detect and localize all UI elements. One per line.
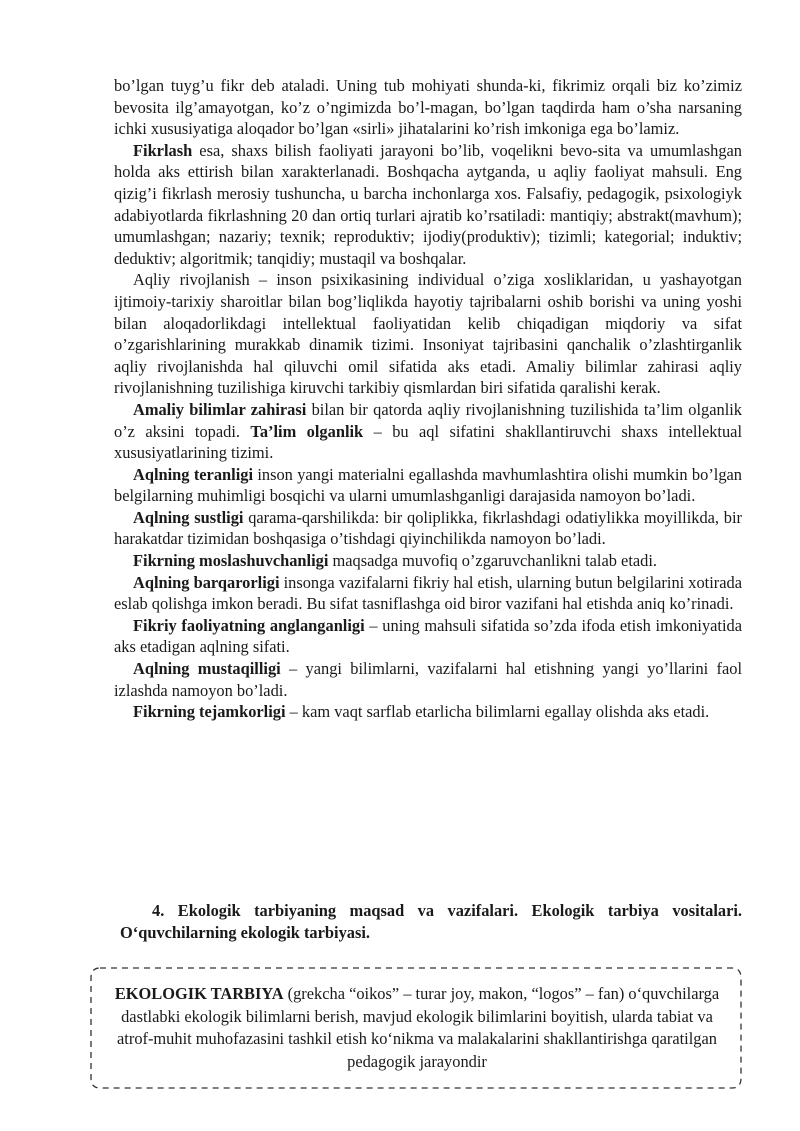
paragraph-text: – yangi bilimlarni, vazifalarni hal etishning yangi yo’llarini faol izlashda namoyon bo’ladi. bbox=[114, 659, 743, 700]
paragraph-text: bilan bir qatorda aqliy rivojlanishning tuzilishida ta’lim olganlik o’z aksini topadi. bbox=[114, 399, 742, 441]
paragraph-text: maqsadga muvofiq o’zgaruvchanlikni talab etadi. bbox=[328, 551, 658, 571]
term-talim-olganlik: Ta’lim olganlik bbox=[250, 421, 364, 441]
definition-body: (grekcha “oikos” – turar joy, makon, “logos” – fan) o‘quvchilarga dastlabki ekologik bilimlarni berish, mavjud ekologik bilimlarini boyitish, ularda tabiat va atrof-muhit muhofazasini tashkil etish ko‘nikma va malakalarini shakllantirishga qaratilgan pedagogik jarayondir bbox=[117, 984, 720, 1071]
paragraph-text: – bu aql sifatini shakllantiruvchi shaxs intellektual xususiyatlarining tizimi. bbox=[114, 421, 743, 463]
definition-term: EKOLOGIK TARBIYA bbox=[114, 984, 284, 1003]
body-text bbox=[114, 75, 742, 723]
paragraph-text: – kam vaqt sarflab etarlicha bilimlarni egallay olishda aks etadi. bbox=[285, 702, 710, 722]
paragraph-text: – uning mahsuli sifatida so’zda ifoda etish imkoniyatida aks etadigan aqlning sifati. bbox=[114, 615, 743, 657]
definition-text bbox=[110, 983, 724, 1073]
paragraph-1 bbox=[114, 75, 742, 140]
section-heading: 4. Ekologik tarbiyaning maqsad va vazifalari. Ekologik tarbiya vositalari. O‘quvchilarning ekologik tarbiyasi. bbox=[120, 901, 742, 942]
paragraph-text: qarama-qarshilikda: bir qoliplikka, fikrlashdagi odatiylikka moyillikda, bir harakatdar tizimidan boshqasiga o’tishdagi qiyinchilikda namoyon bo’ladi. bbox=[114, 507, 742, 549]
paragraph-barqarorlik bbox=[114, 572, 742, 615]
paragraph-aqliy-rivojlanish bbox=[114, 269, 742, 399]
paragraph-text: bo’lgan tuyg’u fikr deb ataladi. Uning tub mohiyati shunda-ki, fikrimiz orqali biz ko’zimiz bevosita ilg’amayotgan, ko’z o’ngimizda bo’l-magan, bo’lgan taqdirda ham o’sha narsaning ichki xususiyatiga aloqador bo’lgan «sirli» jihatalarini ko’rish imkoniga ega bo’lamiz. bbox=[114, 76, 742, 139]
term-anglanganlik: Fikriy faoliyatning anglanganligi bbox=[133, 615, 365, 635]
term-amaliy-bilimlar: Amaliy bilimlar zahirasi bbox=[133, 399, 307, 419]
paragraph-text: insonga vazifalarni fikriy hal etish, ularning butun belgilarini xotirada eslab qolishga imkon beradi. Bu sifat tasniflashga oid biror vazifani hal etishda aniq ko’rinadi. bbox=[114, 572, 742, 614]
term-barqarorlik: Aqlning barqarorligi bbox=[133, 572, 280, 592]
paragraph-text: inson yangi materialni egallashda mavhumlashtira olishi mumkin bo’lgan belgilarning muhimligi bosqichi va ularni umumlashganligi darajasida namoyon bo’ladi. bbox=[114, 464, 743, 506]
paragraph-amaliy-bilimlar bbox=[114, 399, 742, 464]
term-mustaqillik: Aqlning mustaqilligi bbox=[133, 659, 281, 679]
term-tejamkorlik: Fikrning tejamkorligi bbox=[133, 702, 286, 722]
paragraph-tejamkorlik bbox=[114, 701, 742, 723]
term-fikrlash: Fikrlash bbox=[133, 140, 193, 160]
term-aqlning-teranligi: Aqlning teranligi bbox=[133, 464, 254, 484]
paragraph-aqlning-sustligi bbox=[114, 507, 742, 550]
paragraph-aqlning-teranligi bbox=[114, 464, 742, 507]
paragraph-text: esa, shaxs bilish faoliyati jarayoni bo’lib, voqelikni bevo-sita va umumlashgan holda aks ettirish bilan xarakterlanadi. Boshqacha aytganda, u aqliy faoliyat mahsuli. Eng qizig’i fikrlash merosiy tushuncha, u barcha inchonlarga xos. Falsafiy, pedagogik, psixologiyk adabiyotlarda fikrlashning 20 dan ortiq turlari ajratib ko’rsatiladi: mantiqiy; abstrakt(mavhum); umumlashgan; nazariy; texnik; reproduktiv; ijodiy(produktiv); tizimli; kategorial; induktiv; deduktiv; algoritmik; tanqidiy; mustaqil va boshqalar. bbox=[114, 140, 742, 268]
paragraph-moslashuvchanlik bbox=[114, 550, 742, 572]
term-aqlning-sustligi: Aqlning sustligi bbox=[133, 507, 244, 527]
term-moslashuvchanlik: Fikrning moslashuvchanligi bbox=[133, 551, 329, 571]
definition-box bbox=[88, 966, 744, 1090]
paragraph-fikrlash bbox=[114, 140, 742, 270]
paragraph-anglanganlik bbox=[114, 615, 742, 658]
paragraph-text: Aqliy rivojlanish – inson psixikasining individual o’ziga xosliklaridan, u yashayotgan ijtimoiy-tarixiy sharoitlar bilan bog’liqlikda hayotiy tajribalarni oshib borishi va uning yoshi bilan aloqadorlikdagi intellektual faoliyatidan kelib chiqadigan miqdoriy va sifat o’zgarishlarining murakkab dinamik tizimi. Insoniyat tajribasini qanchalik o’zlashtirganlik aqliy rivojlanishda hal qiluvchi omil sifatida aks etadi. Amaliy bilimlar zahirasi aqliy rivojlanishning tuzilishiga kiruvchi tarkibiy qismlardan biri sifatida qaralishi kerak. bbox=[114, 270, 742, 398]
paragraph-mustaqillik bbox=[114, 658, 742, 701]
